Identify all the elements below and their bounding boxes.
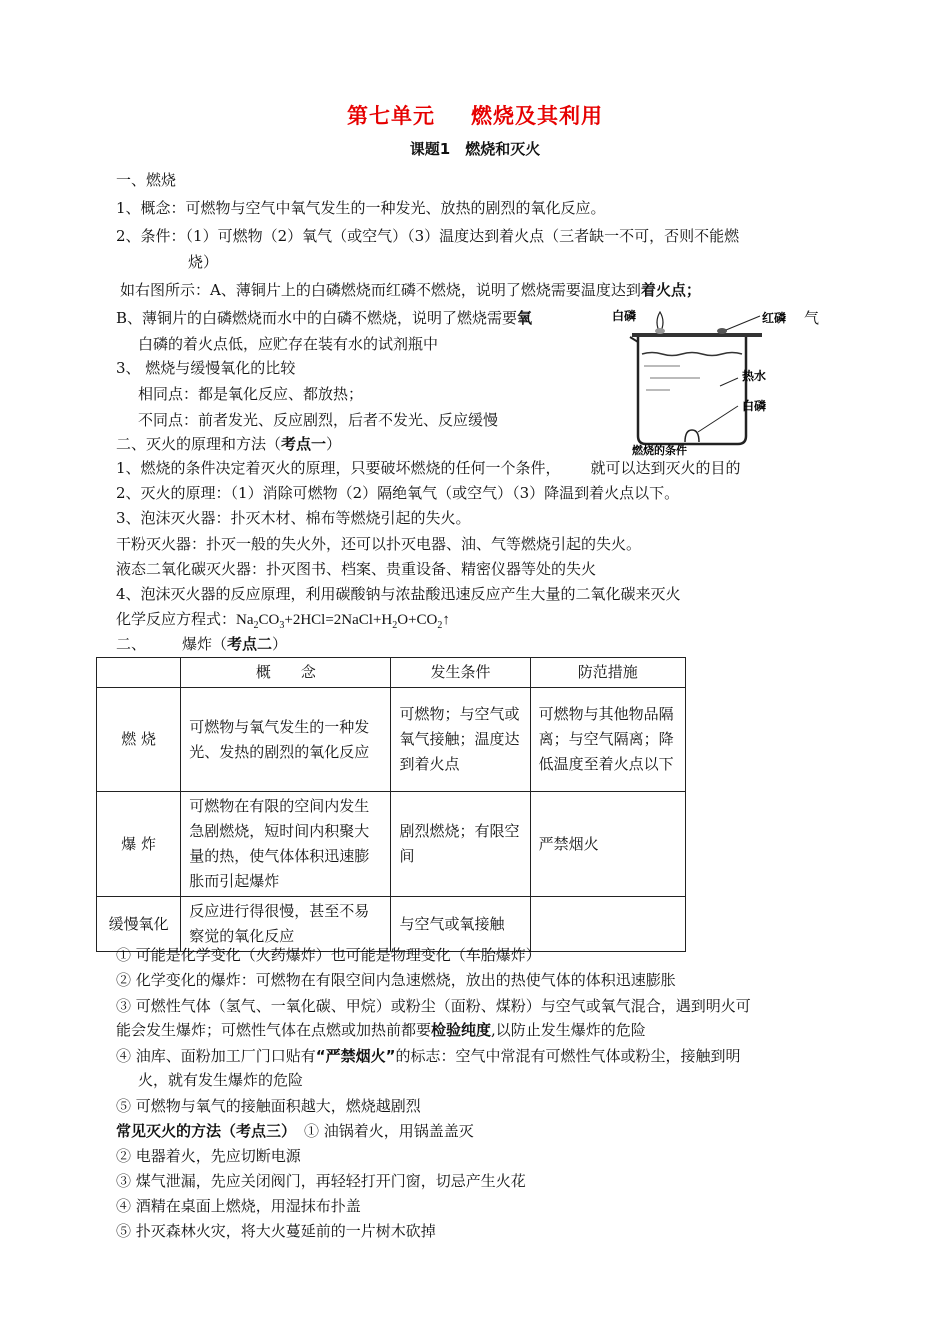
extinguish-line-2: 2、灭火的原理：（1）消除可燃物（2）隔绝氧气（或空气）（3）降温到着火点以下。 [116,484,680,502]
row-concept: 可燃物在有限的空间内发生急剧燃烧，短时间内积聚大量的热，使气体体积迅速膨胀而引起爆炸 [181,792,391,897]
comparison-heading: 3、 燃烧与缓慢氧化的比较 [116,359,296,377]
row-condition: 可燃物；与空气或氧气接触；温度达到着火点 [391,688,530,792]
table-header: 防范措施 [530,658,685,688]
note-5: ⑤ 可燃物与氧气的接触面积越大，燃烧越剧烈 [116,1097,421,1115]
method-5: ⑤ 扑灭森林火灾，将大火蔓延前的一片树木砍掉 [116,1222,436,1240]
label-white-phosphorus-top: 白磷 [612,309,637,323]
note-2: ② 化学变化的爆炸：可燃物在有限空间内急速燃烧，放出的热使气体的体积迅速膨胀 [116,971,676,989]
white-phosphorus-storage: 白磷的着火点低，应贮存在装有水的试剂瓶中 [138,335,439,353]
extinguish-line-6: 4、泡沫灭火器的反应原理，利用碳酸钠与浓盐酸迅速反应产生大量的二氧化碳来灭火 [116,585,681,603]
table-row [97,792,686,897]
table-header: 发生条件 [391,658,530,688]
row-prevention: 严禁烟火 [530,792,685,897]
table-header: 概 念 [181,658,391,688]
method-2: ② 电器着火，先应切断电源 [116,1147,301,1165]
section-heading-explosion: 二、 爆炸（考点二） [116,635,288,653]
method-4: ④ 酒精在桌面上燃烧，用湿抹布扑盖 [116,1197,361,1215]
combustion-conditions-figure [610,306,825,456]
similarity-line: 相同点：都是氧化反应、都放热； [138,385,364,403]
note-4: ④ 油库、面粉加工厂门口贴有“严禁烟火”的标志：空气中常混有可燃性气体或粉尘，接触到明 [116,1047,741,1065]
row-concept: 可燃物与氧气发生的一种发光、发热的剧烈的氧化反应 [181,688,391,792]
condition-line: 2、条件：（1）可燃物（2）氧气（或空气）（3）温度达到着火点（三者缺一不可，否则不能燃 [116,227,740,245]
figure-explain-b-tail: 气 [804,309,820,327]
label-white-phosphorus-bottom: 白磷 [742,399,767,413]
note-1: ① 可能是化学变化（火药爆炸）也可能是物理变化（车胎爆炸） [116,946,541,964]
concept-line: 1、概念：可燃物与空气中氧气发生的一种发光、放热的剧烈的氧化反应。 [116,199,606,217]
extinguish-line-5: 液态二氧化碳灭火器：扑灭图书、档案、贵重设备、精密仪器等处的失火 [116,560,597,578]
label-hot-water: 热水 [742,369,767,383]
table-row [97,688,686,792]
row-name: 缓慢氧化 [97,897,181,952]
row-prevention [530,897,685,952]
bold-ignition-point: 着火点； [640,281,701,299]
extinguish-line-3: 3、泡沫灭火器：扑灭木材、棉布等燃烧引起的失火。 [116,509,471,527]
label-red-phosphorus: 红磷 [762,311,787,325]
row-condition: 剧烈燃烧；有限空间 [391,792,530,897]
figure-caption: 燃烧的条件 [632,444,687,456]
condition-line-cont: 烧） [188,253,219,271]
title-unit: 第七单元 [347,104,435,128]
method-3: ③ 煤气泄漏，先应关闭阀门，再轻轻打开门窗，切忌产生火花 [116,1172,526,1190]
row-name: 燃 烧 [97,688,181,792]
section-heading-extinguish: 二、灭火的原理和方法（考点一） [116,435,342,453]
extinguish-line-1: 1、燃烧的条件决定着灭火的原理，只要破坏燃烧的任何一个条件， 就可以达到灭火的目的 [116,459,741,477]
page-subtitle: 课题1 燃烧和灭火 [409,140,541,158]
extinguish-line-4: 干粉灭火器：扑灭一般的失火外，还可以扑灭电器、油、气等燃烧引起的失火。 [116,535,642,553]
difference-line: 不同点：前者发光、反应剧烈，后者不发光、反应缓慢 [138,411,499,429]
figure-explain-b: B、薄铜片的白磷燃烧而水中的白磷不燃烧，说明了燃烧需要氧 [116,309,533,327]
row-name: 爆 炸 [97,792,181,897]
note-3-cont: 能会发生爆炸；可燃性气体在点燃或加热前都要检验纯度,以防止发生爆炸的危险 [116,1021,646,1039]
explosion-comparison-table [96,657,686,952]
title-topic: 燃烧及其利用 [471,104,603,128]
note-4-cont: 火，就有发生爆炸的危险 [138,1071,304,1089]
table-header [97,658,181,688]
row-concept: 反应进行得很慢，甚至不易察觉的氧化反应 [181,897,391,952]
row-prevention: 可燃物与其他物品隔离；与空气隔离；降低温度至着火点以下 [530,688,685,792]
chemical-equation: 化学反应方程式：$Na_2CO_3+2HCl=2NaCl+H_2O+CO_2↑$ [116,610,450,631]
bold-oxygen: 氧 [517,309,533,327]
section-heading-methods: 常见灭火的方法（考点三） ① 油锅着火，用锅盖盖灭 [116,1122,474,1140]
note-3: ③ 可燃性气体（氢气、一氧化碳、甲烷）或粉尘（面粉、煤粉）与空气或氧气混合，遇到明火可 [116,997,751,1015]
row-condition: 与空气或氧接触 [391,897,530,952]
section-heading-combustion: 一、燃烧 [116,171,177,189]
figure-explain-a: 如右图所示：A、薄铜片上的白磷燃烧而红磷不燃烧，说明了燃烧需要温度达到着火点； [120,281,701,299]
page-title [0,100,950,130]
table-header-row [97,658,686,688]
